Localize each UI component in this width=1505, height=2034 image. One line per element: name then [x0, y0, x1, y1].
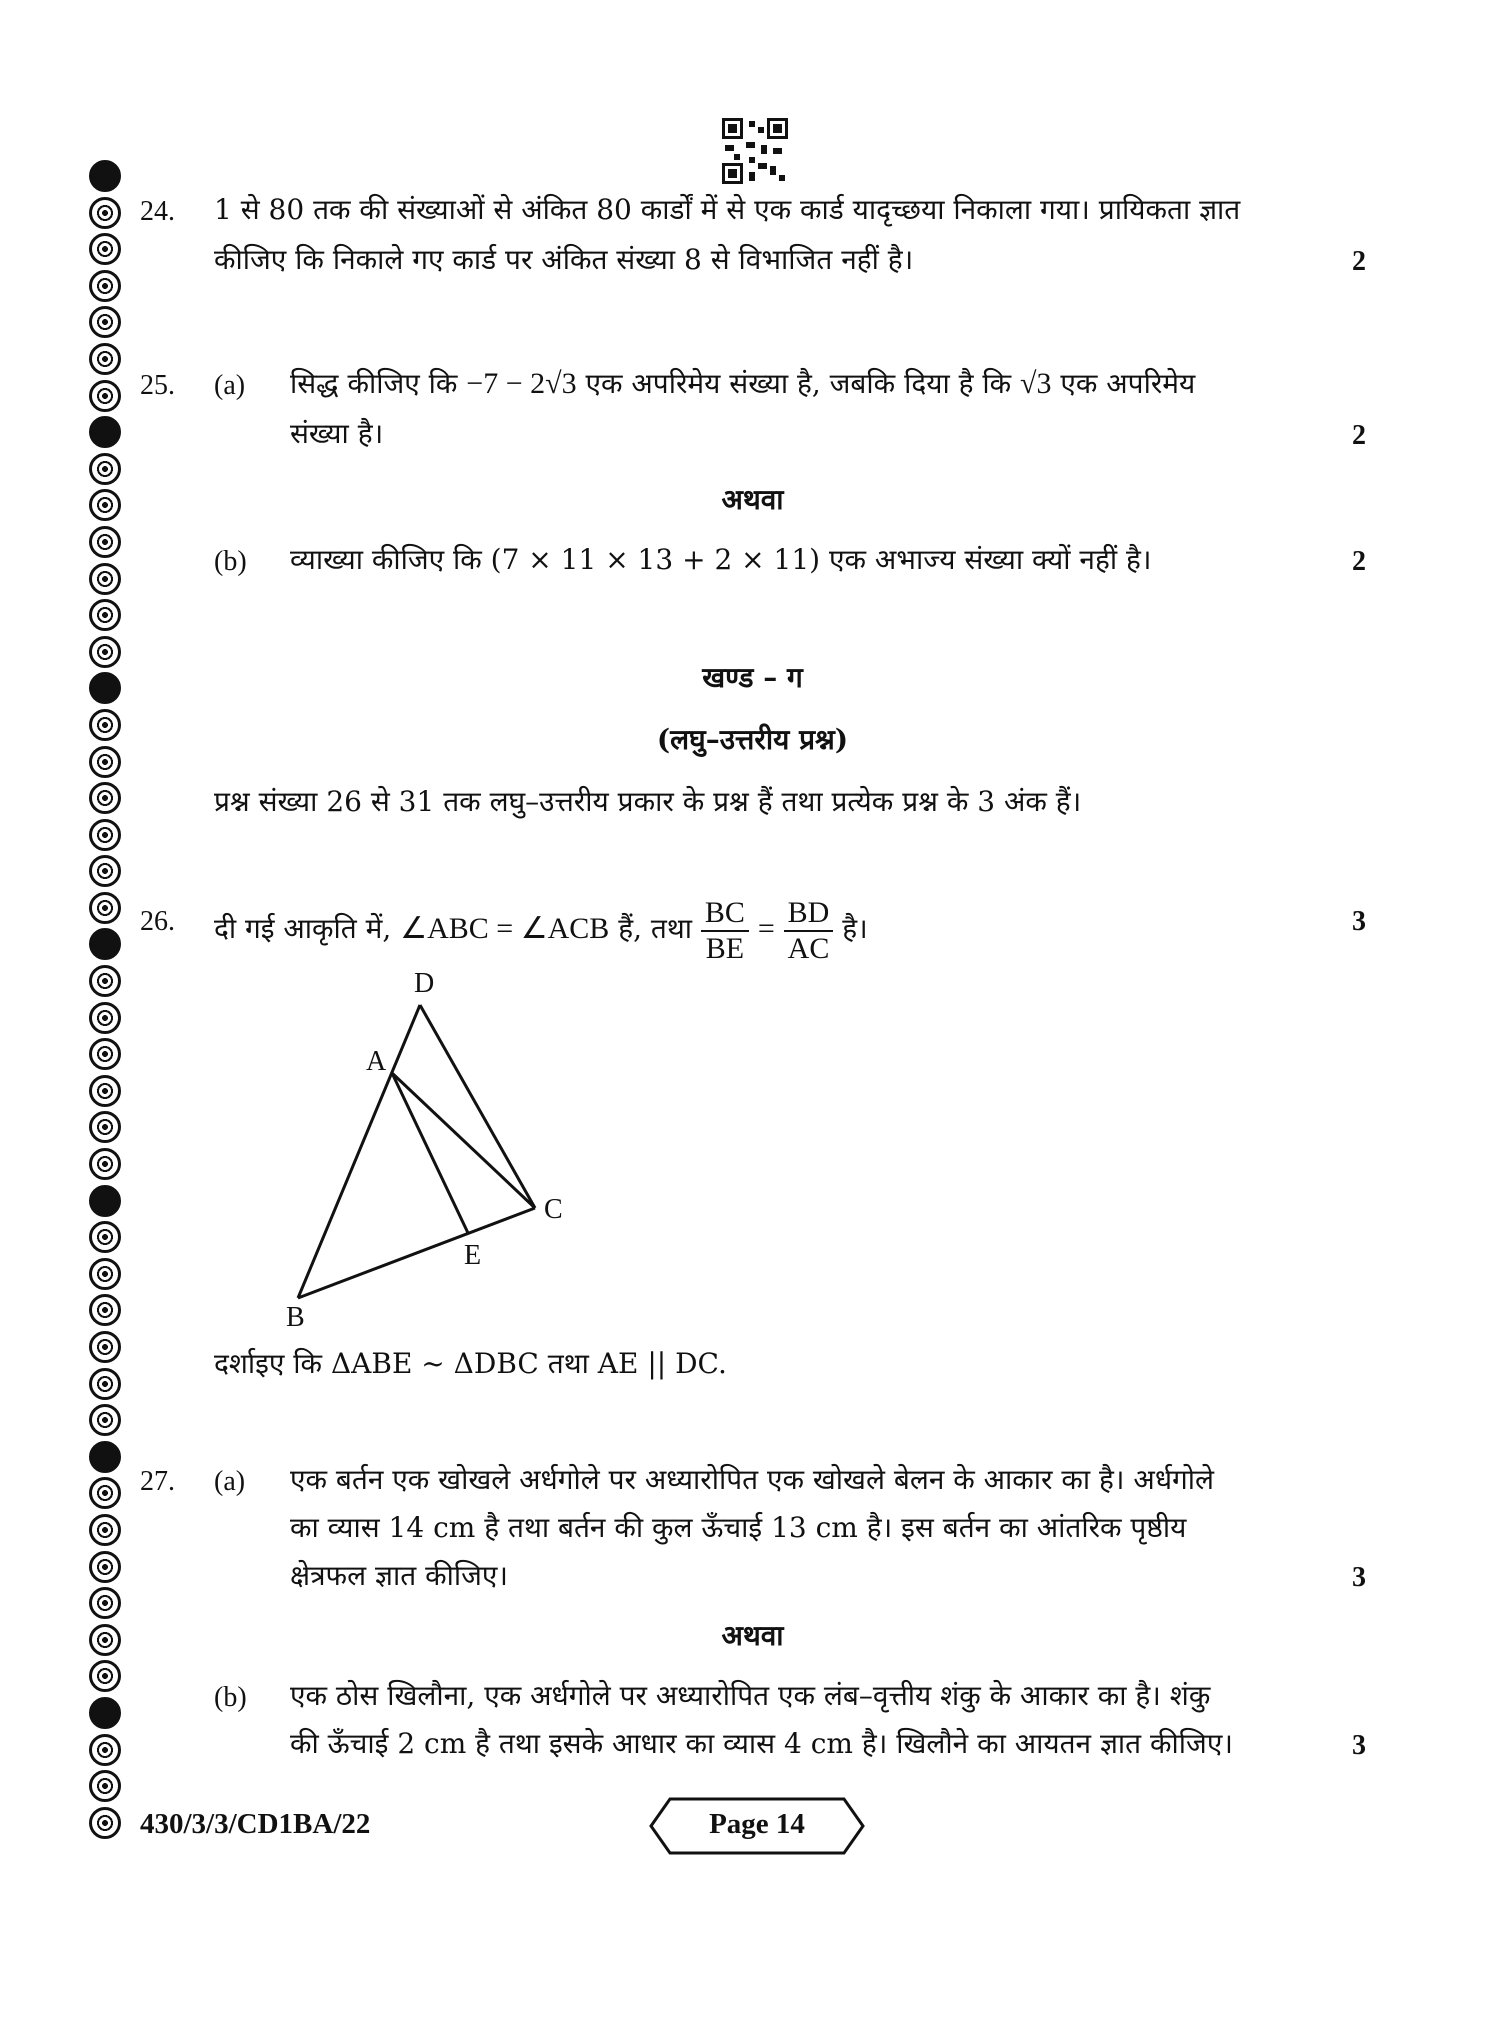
q24-line-2: कीजिए कि निकाले गए कार्ड पर अंकित संख्या 8 से विभाजित नहीं है। — [214, 243, 914, 276]
q25-a-root: √3 — [1020, 367, 1052, 400]
q26-text-pre: दी गई आकृति में, — [214, 912, 392, 945]
fraction-denominator: AC — [787, 931, 830, 965]
q26-triangle-figure — [270, 970, 590, 1330]
margin-ring — [89, 416, 121, 448]
margin-ring — [89, 1075, 121, 1107]
margin-ring — [89, 343, 121, 375]
q25-a-line-1 — [290, 360, 1340, 408]
section-instruction: प्रश्न संख्या 26 से 31 तक लघु–उत्तरीय प्रकार के प्रश्न हैं तथा प्रत्येक प्रश्न के 3 अंक हैं। — [214, 785, 1082, 818]
margin-ring — [89, 1514, 121, 1546]
margin-ring — [89, 1258, 121, 1290]
margin-ring — [89, 197, 121, 229]
margin-ring — [89, 1111, 121, 1143]
label-d: D — [414, 970, 435, 999]
margin-ring — [89, 1038, 121, 1070]
segment-ae — [392, 1073, 468, 1233]
q27-b-line-1: एक ठोस खिलौना, एक अर्धगोले पर अध्यारोपित एक लंब–वृत्तीय शंकु के आकार का है। शंकु — [290, 1679, 1211, 1712]
qr-code — [722, 118, 788, 184]
page-number-badge — [648, 1796, 866, 1856]
segment-ac — [392, 1073, 535, 1208]
margin-ring — [89, 1734, 121, 1766]
margin-ring — [89, 526, 121, 558]
margin-ring — [89, 1331, 121, 1363]
margin-ring — [89, 892, 121, 924]
q25-part-b-label: (b) — [214, 546, 247, 577]
q25-a-line-2: संख्या है। — [290, 417, 384, 450]
q27-a-line-1: एक बर्तन एक खोखले अर्धगोले पर अध्यारोपित एक खोखले बेलन के आकार का है। अर्धगोले — [290, 1463, 1215, 1496]
margin-ring-strip — [86, 160, 124, 1840]
margin-ring — [89, 1697, 121, 1729]
fraction-numerator: BD — [784, 896, 834, 932]
margin-ring — [89, 1770, 121, 1802]
q27-part-b-label: (b) — [214, 1682, 247, 1713]
q25-part-a-label: (a) — [214, 370, 246, 401]
margin-ring — [89, 160, 121, 192]
paper-code: 430/3/3/CD1BA/22 — [140, 1808, 371, 1840]
q26-show-line: दर्शाइए कि ΔABE ~ ΔDBC तथा AE || DC. — [214, 1347, 727, 1380]
segment-dc — [420, 1005, 535, 1208]
q27-a-line-2: का व्यास 14 cm है तथा बर्तन की कुल ऊँचाई 13 cm है। इस बर्तन का आंतरिक पृष्ठीय — [290, 1511, 1187, 1544]
margin-ring — [89, 563, 121, 595]
q25-a-text-post: एक अपरिमेय — [1060, 367, 1196, 400]
margin-ring — [89, 965, 121, 997]
margin-ring — [89, 1404, 121, 1436]
question-number-26: 26. — [140, 906, 175, 937]
q26-text-mid: हैं, तथा — [618, 912, 692, 945]
q26-fraction-bd-ac — [784, 896, 834, 966]
q26-statement — [214, 884, 868, 974]
q27-or-divider: अथवा — [721, 1619, 784, 1652]
margin-ring — [89, 1221, 121, 1253]
margin-ring — [89, 270, 121, 302]
q25-a-text-mid: एक अपरिमेय संख्या है, जबकि दिया है कि — [585, 367, 1012, 400]
margin-ring — [89, 233, 121, 265]
q25-a-marks: 2 — [1352, 420, 1366, 451]
q26-angle-equality: ∠ABC = ∠ACB — [400, 912, 610, 945]
fraction-denominator: BE — [705, 931, 745, 965]
segment-bd — [298, 1005, 420, 1298]
page-number: Page 14 — [709, 1808, 805, 1840]
q27-b-line-2: की ऊँचाई 2 cm है तथा इसके आधार का व्यास 4 cm है। खिलौने का आयतन ज्ञात कीजिए। — [290, 1727, 1233, 1760]
margin-ring — [89, 1551, 121, 1583]
margin-ring — [89, 1368, 121, 1400]
q24-marks: 2 — [1352, 246, 1366, 277]
margin-ring — [89, 380, 121, 412]
margin-ring — [89, 1477, 121, 1509]
margin-ring — [89, 1807, 121, 1839]
margin-ring — [89, 1185, 121, 1217]
margin-ring — [89, 1002, 121, 1034]
label-a: A — [366, 1046, 387, 1077]
q27-part-a-label: (a) — [214, 1466, 246, 1497]
margin-ring — [89, 306, 121, 338]
label-e: E — [464, 1240, 482, 1271]
label-b: B — [286, 1302, 305, 1330]
segment-bc — [298, 1208, 535, 1298]
label-c: C — [544, 1194, 563, 1225]
q25-b-marks: 2 — [1352, 546, 1366, 577]
section-title: खण्ड – ग — [702, 661, 803, 694]
q25-a-text-pre: सिद्ध कीजिए कि — [290, 367, 458, 400]
q25-or-divider: अथवा — [721, 483, 784, 516]
q26-fraction-bc-be — [701, 896, 749, 966]
fraction-numerator: BC — [701, 896, 749, 932]
margin-ring — [89, 782, 121, 814]
q26-text-post: है। — [842, 912, 868, 945]
question-number-24: 24. — [140, 196, 175, 227]
q25-a-expression: −7 − 2√3 — [466, 367, 577, 400]
q27-b-marks: 3 — [1352, 1730, 1366, 1761]
margin-ring — [89, 1148, 121, 1180]
question-number-25: 25. — [140, 370, 175, 401]
margin-ring — [89, 1660, 121, 1692]
question-number-27: 27. — [140, 1466, 175, 1497]
margin-ring — [89, 928, 121, 960]
margin-ring — [89, 1294, 121, 1326]
q27-a-line-3: क्षेत्रफल ज्ञात कीजिए। — [290, 1559, 508, 1592]
margin-ring — [89, 599, 121, 631]
margin-ring — [89, 819, 121, 851]
q27-a-marks: 3 — [1352, 1562, 1366, 1593]
margin-ring — [89, 1441, 121, 1473]
q25-b-text: व्याख्या कीजिए कि (7 × 11 × 13 + 2 × 11) एक अभाज्य संख्या क्यों नहीं है। — [290, 543, 1152, 576]
q26-equals: = — [757, 912, 775, 945]
q26-marks: 3 — [1352, 906, 1366, 937]
section-subtitle: (लघु–उत्तरीय प्रश्न) — [656, 723, 849, 756]
q24-line-1: 1 से 80 तक की संख्याओं से अंकित 80 कार्डों में से एक कार्ड यादृच्छया निकाला गया। प्रायिकता ज्ञात — [214, 193, 1241, 226]
margin-ring — [89, 855, 121, 887]
